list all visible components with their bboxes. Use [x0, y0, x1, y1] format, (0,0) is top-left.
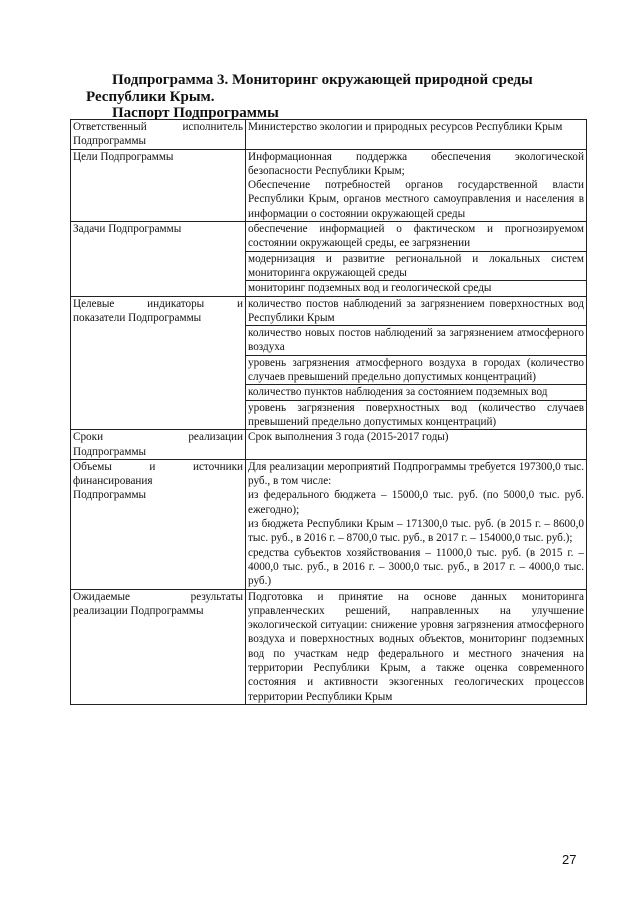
passport-table: [70, 119, 587, 705]
label-line: Подпрограммы: [73, 489, 147, 502]
label-line: показатели Подпрограммы: [73, 311, 202, 324]
row-value: уровень загрязнения атмосферного воздуха в городах (количество случаев превышений предельно допустимых концентраций): [246, 355, 587, 385]
row-label: [71, 120, 246, 150]
label-line: Ответственный исполнитель: [73, 121, 243, 133]
row-label: [71, 149, 246, 221]
label-line: Сроки реализации: [73, 431, 243, 444]
row-value: мониторинг подземных вод и геологической среды: [246, 281, 587, 296]
table-row: [71, 120, 587, 150]
label-line: Объемы и источники: [73, 460, 243, 473]
table-row: [71, 149, 587, 221]
label-line: Подпрограммы: [73, 135, 147, 148]
label-line: Цели Подпрограммы: [73, 150, 174, 163]
label-line: реализации Подпрограммы: [73, 604, 204, 617]
row-label: [71, 430, 246, 460]
row-label: [71, 296, 246, 430]
title-line-2: Республики Крым.: [86, 89, 215, 105]
row-value: уровень загрязнения поверхностных вод (количество случаев превышений предельно допустимых концентраций): [246, 400, 587, 430]
title-line-1: Подпрограмма 3. Мониторинг окружающей природной среды: [112, 72, 533, 88]
row-label: [71, 459, 246, 589]
row-label: [71, 222, 246, 296]
row-value: Подготовка и принятие на основе данных мониторинга управленческих решений, направленных на улучшение экологической ситуации: снижение уровня загрязнения атмосферного воздуха и поверхностных водных объектов, мониторинг подземных вод по участкам недр федерального и местного значения на территории Республики Крым, а также оценка современного состояния и активности экзогенных геологических процессов территории Республики Крым: [246, 589, 587, 704]
table-row: [71, 459, 587, 589]
label-line: Целевые индикаторы и: [73, 297, 243, 310]
row-value: Срок выполнения 3 года (2015-2017 годы): [246, 430, 587, 460]
table-row: [71, 430, 587, 460]
passport-heading: Паспорт Подпрограммы: [112, 105, 279, 121]
table-row: [71, 296, 587, 326]
row-label: [71, 589, 246, 704]
row-value: обеспечение информацией о фактическом и прогнозируемом состоянии окружающей среды, ее загрязнении: [246, 222, 587, 252]
table-row: [71, 222, 587, 252]
page-number: 27: [562, 852, 577, 867]
table-row: [71, 589, 587, 704]
value-paragraph: Информационная поддержка обеспечения экологической безопасности Республики Крым;: [248, 150, 584, 177]
value-paragraph: Обеспечение потребностей органов государственной власти Республики Крым, органов местного самоуправления и населения в информации о состоянии окружающей среды: [248, 179, 584, 220]
row-value: Для реализации мероприятий Подпрограммы требуется 197300,0 тыс. руб., в том числе: из федерального бюджета – 15000,0 тыс. руб. (по 5000,0 тыс. руб. ежегодно); из бюджета Республики Крым – 171300,0 тыс. руб. (в 2015 г. – 8600,0 тыс. руб., в 2016 г. – 8700,0 тыс. руб., в 2017 г. – 154000,0 тыс. руб.); средства субъектов хозяйствования – 11000,0 тыс. руб. (в 2015 г. – 4000,0 тыс. руб., в 2016 г. – 3000,0 тыс. руб., в 2017 г. – 4000,0 тыс. руб.): [246, 459, 587, 589]
row-value: модернизация и развитие региональной и локальных систем мониторинга окружающей среды: [246, 251, 587, 281]
row-value: количество постов наблюдений за загрязнением поверхностных вод Республики Крым: [246, 296, 587, 326]
label-line: финансирования: [73, 475, 153, 488]
row-value: [246, 149, 587, 221]
label-line: Ожидаемые результаты: [73, 590, 243, 603]
row-value: количество новых постов наблюдений за загрязнением атмосферного воздуха: [246, 326, 587, 356]
label-line: Подпрограммы: [73, 445, 147, 458]
page-title: [86, 72, 586, 106]
label-line: Задачи Подпрограммы: [73, 223, 182, 236]
row-value: Министерство экологии и природных ресурсов Республики Крым: [246, 120, 587, 150]
row-value: количество пунктов наблюдения за состоянием подземных вод: [246, 385, 587, 400]
